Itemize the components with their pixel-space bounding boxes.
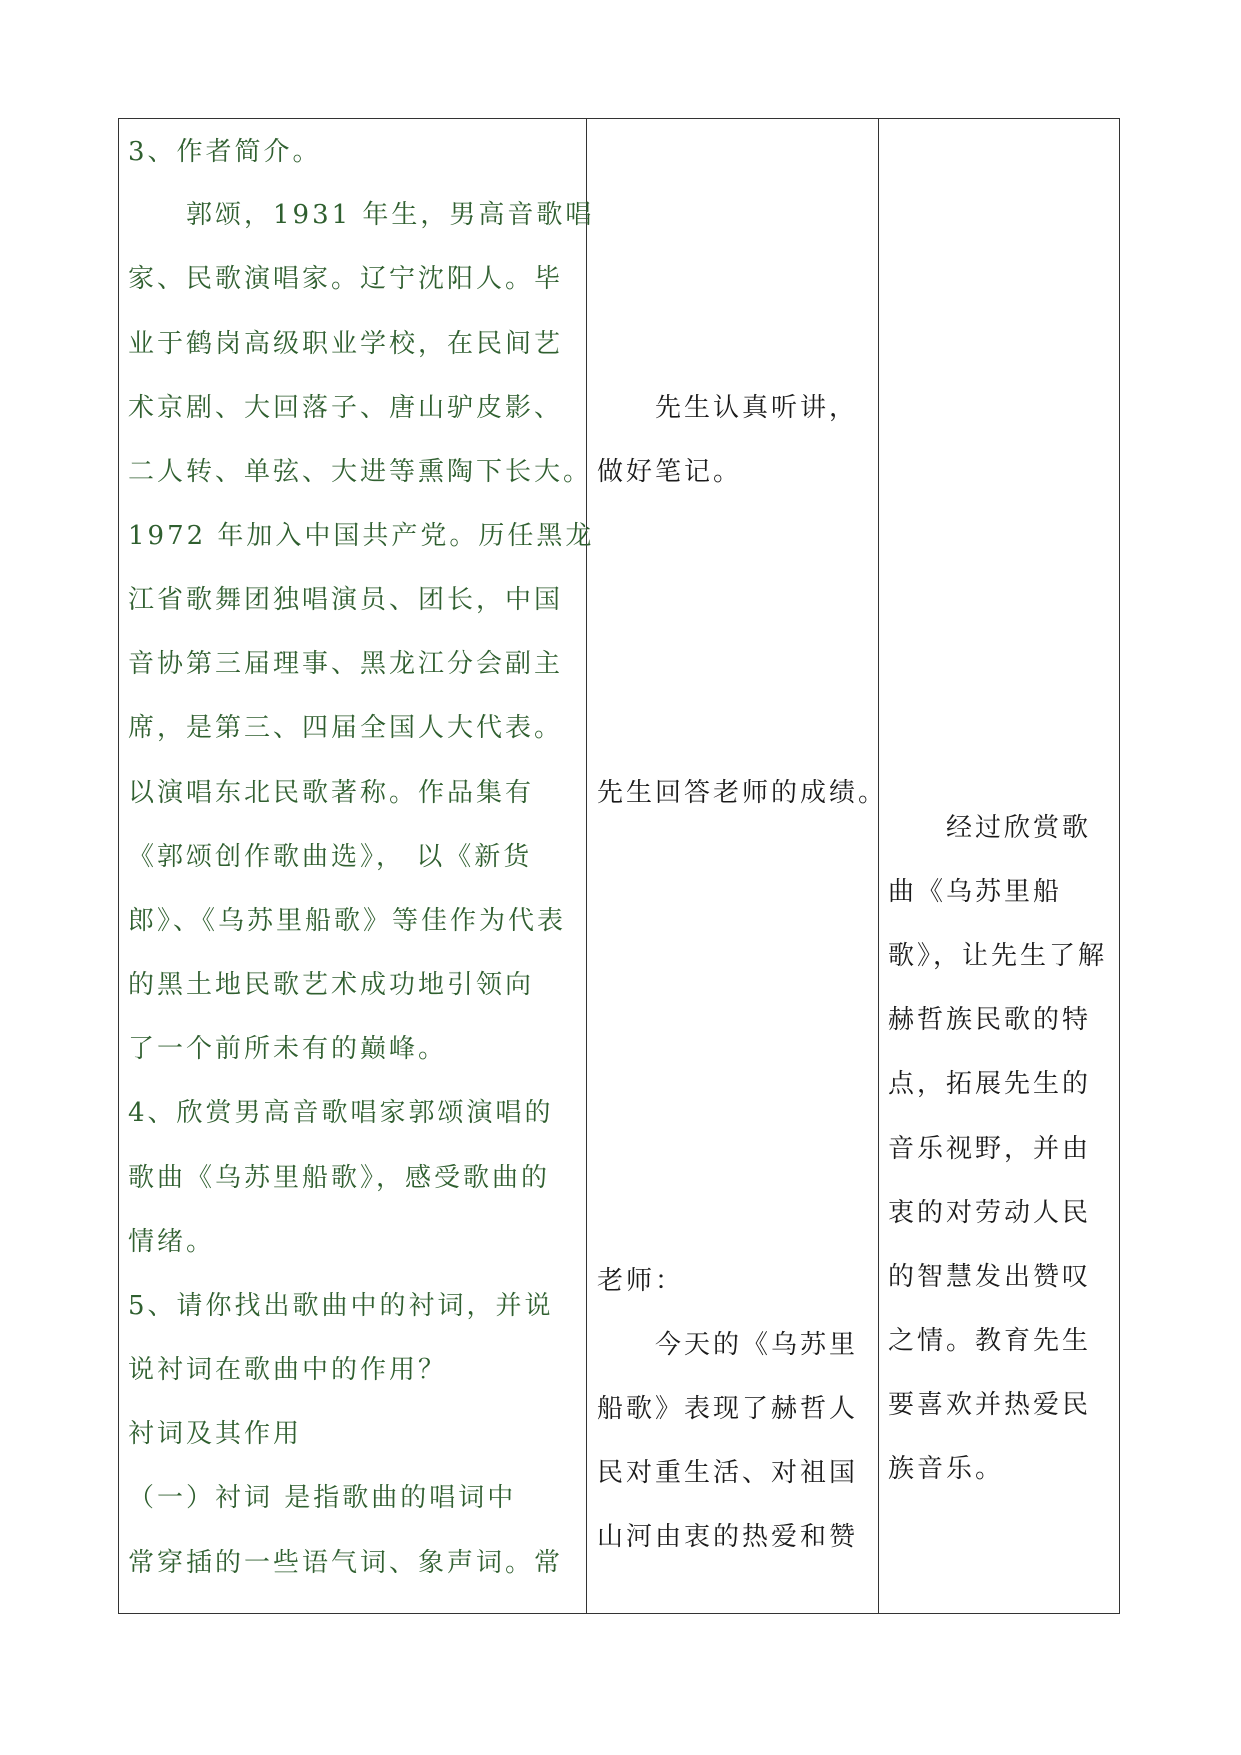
text-line: 要喜欢并热爱民 xyxy=(888,1390,1092,1420)
text-line: 歌》，让先生了解 xyxy=(888,941,1108,971)
text-line: 业于鹤岗高级职业学校，在民间艺 xyxy=(128,329,564,359)
text-line: 的智慧发出赞叹 xyxy=(888,1262,1092,1292)
text-line: 3、作者简介。 xyxy=(128,137,322,167)
text-line: 二人转、单弦、大进等熏陶下长大。 xyxy=(128,457,593,487)
text-line: 曲《乌苏里船 xyxy=(888,877,1063,907)
text-line: 族音乐。 xyxy=(888,1454,1005,1484)
text-line: 郭颂，1931 年生，男高音歌唱 xyxy=(128,200,595,230)
text-line: 歌曲《乌苏里船歌》，感受歌曲的 xyxy=(128,1163,551,1193)
text-line: 情绪。 xyxy=(128,1227,216,1257)
text-line: 民对重生活、对祖国 xyxy=(597,1458,859,1488)
text-line: 点，拓展先生的 xyxy=(888,1069,1092,1099)
text-line: 船歌》表现了赫哲人 xyxy=(597,1394,859,1424)
text-line: 山河由衷的热爱和赞 xyxy=(597,1522,859,1552)
text-line: 今天的《乌苏里 xyxy=(597,1330,859,1360)
text-line: 1972 年加入中国共产党。历任黑龙 xyxy=(128,521,595,551)
text-line: 经过欣赏歌 xyxy=(888,813,1092,843)
text-line: 音协第三届理事、黑龙江分会副主 xyxy=(128,649,564,679)
text-line: 先生认真听讲， xyxy=(597,393,859,423)
text-line: 了一个前所未有的巅峰。 xyxy=(128,1034,448,1064)
text-line: 席，是第三、四届全国人大代表。 xyxy=(128,713,564,743)
text-line: 《郭颂创作歌曲选》， 以《新货 xyxy=(128,842,533,872)
text-line: （一）衬词 是指歌曲的唱词中 xyxy=(128,1483,517,1513)
text-line: 说衬词在歌曲中的作用？ xyxy=(128,1355,448,1385)
text-line: 江省歌舞团独唱演员、团长，中国 xyxy=(128,585,564,615)
text-line: 以演唱东北民歌著称。作品集有 xyxy=(128,778,535,808)
text-line: 的黑土地民歌艺术成功地引领向 xyxy=(128,970,535,1000)
text-line: 5、请你找出歌曲中的衬词，并说 xyxy=(128,1291,554,1321)
text-line: 衷的对劳动人民 xyxy=(888,1198,1092,1228)
column-divider-2 xyxy=(878,119,879,1613)
text-line: 衬词及其作用 xyxy=(128,1419,303,1449)
text-line: 家、民歌演唱家。辽宁沈阳人。毕 xyxy=(128,264,564,294)
text-line: 音乐视野，并由 xyxy=(888,1134,1092,1164)
text-line: 做好笔记。 xyxy=(597,457,743,487)
text-line: 老师： xyxy=(597,1266,685,1296)
text-line: 术京剧、大回落子、唐山驴皮影、 xyxy=(128,393,564,423)
text-line: 先生回答老师的成绩。 xyxy=(597,778,888,808)
text-line: 常穿插的一些语气词、象声词。常 xyxy=(128,1548,564,1578)
text-line: 郎》、《乌苏里船歌》等佳作为代表 xyxy=(128,906,567,936)
column-divider-1 xyxy=(586,119,587,1613)
text-line: 赫哲族民歌的特 xyxy=(888,1005,1092,1035)
text-line: 4、欣赏男高音歌唱家郭颂演唱的 xyxy=(128,1098,554,1128)
text-line: 之情。教育先生 xyxy=(888,1326,1092,1356)
